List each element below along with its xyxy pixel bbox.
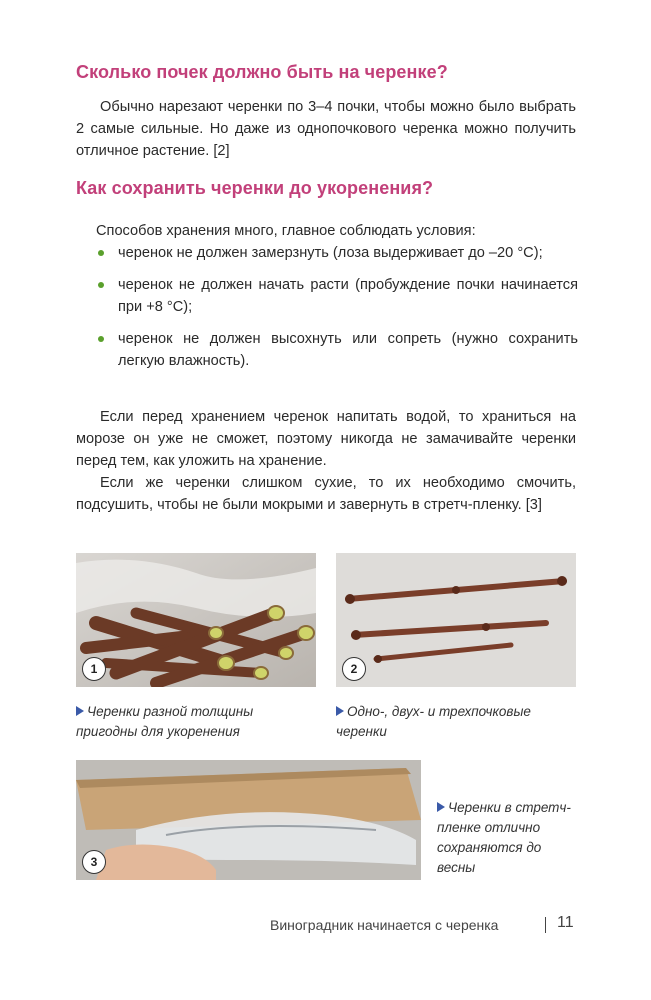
photo-bud-cuttings <box>336 553 576 687</box>
caption-marker-icon <box>336 706 344 716</box>
paragraph-soaking: Если перед хранением черенок напитать водой, то храниться на морозе он уже не сможет, поэтому никогда не замачивайте черенки перед тем, как уложить на хранение. <box>76 409 576 469</box>
list-item: черенок не должен начать расти (пробуждение почки начинается при +8 °С); <box>96 274 578 318</box>
photo-cuttings-bundle <box>76 553 316 687</box>
storage-lead: Способов хранения много, главное соблюдать условия: <box>96 223 476 239</box>
figure-number-badge: 3 <box>82 850 106 874</box>
figure-number-badge: 2 <box>342 657 366 681</box>
page-number: 11 <box>557 914 574 931</box>
paragraph-buds-count: Обычно нарезают черенки по 3–4 почки, чтобы можно было выбрать 2 самые сильные. Но даже из однопочкового черенка можно получить отличное растение. [2] <box>76 99 576 159</box>
photo-wrapped-cuttings <box>76 760 421 880</box>
storage-conditions-list <box>96 242 578 382</box>
figure-caption: Черенки в стретч-пленке отлично сохраняются до весны <box>437 800 571 875</box>
bullet-icon <box>98 250 104 256</box>
running-title: Виноградник начинается с черенка <box>270 917 499 933</box>
list-item: черенок не должен замерзнуть (лоза выдерживает до –20 °С); <box>96 242 578 264</box>
figure-caption: Одно-, двух- и трехпочковые черенки <box>336 704 531 739</box>
bullet-icon <box>98 336 104 342</box>
list-item: черенок не должен высохнуть или сопреть (нужно сохранить легкую влажность). <box>96 328 578 372</box>
section-heading-buds-count: Сколько почек должно быть на черенке? <box>76 62 448 82</box>
section-heading-storage: Как сохранить черенки до укоренения? <box>76 178 434 198</box>
paragraph-drying: Если же черенки слишком сухие, то их необходимо смочить, подсушить, чтобы не были мокрыми и завернуть в стретч-пленку. [3] <box>76 475 576 513</box>
caption-marker-icon <box>76 706 84 716</box>
figure-number-badge: 1 <box>82 657 106 681</box>
figure-caption: Черенки разной толщины пригодны для укоренения <box>76 704 254 739</box>
bullet-icon <box>98 282 104 288</box>
footer-divider <box>545 917 546 933</box>
caption-marker-icon <box>437 802 445 812</box>
